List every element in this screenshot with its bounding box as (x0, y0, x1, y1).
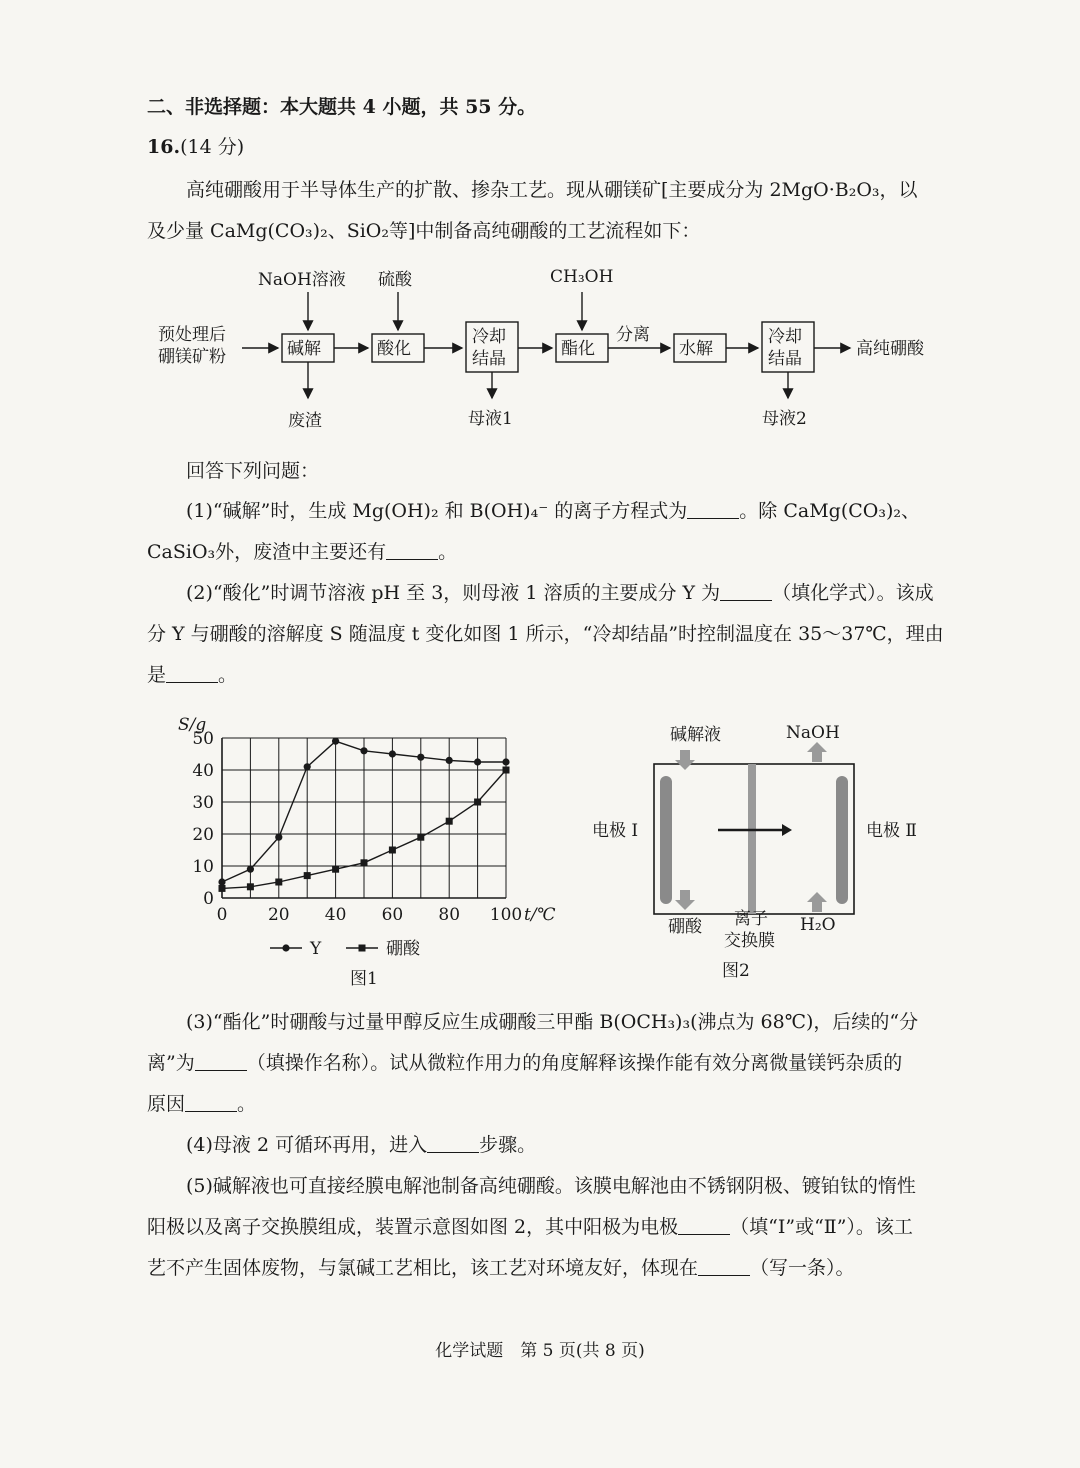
x-tick-label: 80 (438, 905, 461, 925)
answer-blank[interactable] (678, 1216, 730, 1235)
label-membrane-a: 离子 (734, 909, 768, 929)
x-axis-label: t/℃ (524, 905, 556, 925)
fig2-caption: 图2 (722, 961, 750, 981)
answer-blank[interactable] (687, 500, 739, 519)
y-tick-label: 30 (192, 793, 214, 813)
section-heading: 二、非选择题：本大题共 4 小题，共 55 分。 (147, 96, 537, 118)
data-point-y (247, 866, 254, 873)
data-point-boric-acid (332, 866, 339, 873)
electrode-1 (660, 776, 672, 904)
flow-box-lengque1-a: 冷却 (472, 327, 506, 347)
flow-box-lengque2-b: 结晶 (768, 349, 802, 369)
data-point-boric-acid (275, 879, 282, 886)
label-electrode-2: 电极 Ⅱ (866, 821, 917, 841)
q2-line-3 (147, 660, 947, 690)
answer-blank[interactable] (427, 1134, 479, 1153)
arrow-down-icon (675, 750, 695, 770)
q1-text-c: CaSiO₃外，废渣中主要还有 (147, 541, 387, 563)
legend-label-y: Y (310, 939, 322, 959)
answer-blank[interactable] (386, 541, 438, 560)
q2-line-1 (186, 578, 986, 608)
question-number (147, 132, 947, 162)
data-point-y (304, 763, 311, 770)
legend-marker-y (282, 944, 289, 951)
legend-label-boric: 硼酸 (386, 939, 420, 959)
answer-blank[interactable] (698, 1257, 750, 1276)
q5-text-c: 艺不产生固体废物，与氯碱工艺相比，该工艺对环境友好，体现在 (147, 1257, 699, 1279)
fig1-caption: 图1 (350, 969, 378, 988)
prompt-text: 回答下列问题： (186, 460, 320, 482)
flow-reagent-h2so4: 硫酸 (378, 270, 412, 290)
q5-text-b: （填“Ⅰ”或“Ⅱ”）。该工 (730, 1216, 913, 1238)
flow-reagent-naoh: NaOH溶液 (258, 270, 346, 290)
answer-blank[interactable] (166, 664, 218, 683)
x-tick-label: 0 (216, 905, 228, 925)
label-electrode-1: 电极 Ⅰ (592, 821, 639, 841)
y-tick-label: 40 (192, 761, 214, 781)
y-tick-label: 50 (192, 729, 214, 749)
q5-line-1: (5)碱解液也可直接经膜电解池制备高纯硼酸。该膜电解池由不锈钢阴极、镀铂钛的惰性 (186, 1175, 916, 1197)
y-tick-label: 10 (192, 857, 214, 877)
data-point-y (218, 878, 225, 885)
label-membrane-b: 交换膜 (724, 931, 775, 951)
flow-box-zhihua-label: 酯化 (561, 339, 595, 359)
arrow-up-icon (807, 742, 827, 762)
y-tick-label: 0 (203, 889, 214, 909)
q2-text-c: 是 (147, 664, 167, 686)
q1-text-a: (1)“碱解”时，生成 Mg(OH)₂ 和 B(OH)₄⁻ 的离子方程式为 (186, 500, 688, 522)
answer-blank[interactable] (185, 1093, 237, 1112)
x-tick-label: 40 (324, 905, 347, 925)
flow-out-feizha: 废渣 (288, 411, 322, 431)
arrow-down-icon (675, 890, 695, 910)
label-bottom-right: H₂O (800, 915, 836, 935)
data-point-y (446, 757, 453, 764)
q2-line-2: 分 Y 与硼酸的溶解度 S 随温度 t 变化如图 1 所示，“冷却结晶”时控制温度在 35～37℃，理由 (147, 623, 944, 645)
solubility-chart (170, 708, 590, 988)
q2-text-d: 。 (218, 664, 238, 686)
data-point-boric-acid (503, 767, 510, 774)
data-point-y (360, 747, 367, 754)
legend-marker-boric (359, 945, 366, 952)
page-footer: 化学试题 第 5 页(共 8 页) (435, 1341, 645, 1361)
flow-product: 高纯硼酸 (856, 339, 924, 359)
data-point-y (389, 750, 396, 757)
q5-text-a: 阳极以及离子交换膜组成，装置示意图如图 2，其中阳极为电极 (147, 1216, 679, 1238)
flow-box-shuijie-label: 水解 (679, 339, 713, 359)
q4-line (186, 1130, 986, 1160)
q1-text-d: 。 (438, 541, 458, 563)
x-tick-label: 100 (489, 905, 523, 925)
answer-blank[interactable] (195, 1052, 247, 1071)
data-point-boric-acid (304, 872, 311, 879)
data-point-y (275, 834, 282, 841)
electrode-2 (836, 776, 848, 904)
y-axis-label: S/g (178, 715, 207, 735)
q1-text-b: 。除 CaMg(CO₃)₂、 (739, 500, 920, 522)
intro-line-2: 及少量 CaMg(CO₃)₂、SiO₂等]中制备高纯硼酸的工艺流程如下： (147, 220, 701, 242)
y-tick-label: 20 (192, 825, 214, 845)
label-top-right: NaOH (786, 723, 840, 743)
data-point-y (502, 758, 509, 765)
flow-out-muye2: 母液2 (762, 409, 807, 429)
data-point-boric-acid (361, 859, 368, 866)
q4-text-a: (4)母液 2 可循环再用，进入 (186, 1134, 428, 1156)
flow-reagent-ch3oh: CH₃OH (550, 267, 614, 287)
ion-exchange-membrane (748, 764, 756, 914)
q3-text-b: （填操作名称）。试从微粒作用力的角度解释该操作能有效分离微量镁钙杂质的 (246, 1052, 903, 1074)
x-tick-label: 60 (381, 905, 404, 925)
data-point-y (417, 754, 424, 761)
q3-line-2 (147, 1048, 947, 1078)
q1-line-1 (186, 496, 986, 526)
label-top-left: 碱解液 (670, 725, 721, 745)
data-point-boric-acid (219, 885, 226, 892)
x-tick-label: 20 (267, 905, 290, 925)
q2-text-b: （填化学式）。该成 (772, 582, 934, 604)
flow-sep-label: 分离 (616, 325, 650, 345)
label-bottom-left: 硼酸 (668, 917, 702, 937)
data-point-y (332, 738, 339, 745)
data-point-boric-acid (446, 818, 453, 825)
q3-text-a: 离”为 (147, 1052, 195, 1074)
flow-box-jianjie-label: 碱解 (287, 339, 321, 359)
flow-out-muye1: 母液1 (468, 409, 513, 429)
arrow-up-icon (807, 892, 827, 912)
data-point-boric-acid (247, 883, 254, 890)
data-point-y (474, 758, 481, 765)
flow-box-lengque2-a: 冷却 (768, 327, 802, 347)
data-point-boric-acid (389, 847, 396, 854)
flow-box-suanhua-label: 酸化 (377, 339, 411, 359)
q1-line-2 (147, 537, 947, 567)
q2-text-a: (2)“酸化”时调节溶液 pH 至 3，则母液 1 溶质的主要成分 Y 为 (186, 582, 721, 604)
electrolysis-cell-diagram (590, 716, 930, 988)
answer-blank[interactable] (720, 582, 772, 601)
question-16-label: 16. (147, 136, 181, 158)
q5-line-3 (147, 1253, 947, 1283)
q3-line-3 (147, 1089, 947, 1119)
q5-line-2 (147, 1212, 947, 1242)
flow-box-lengque1-b: 结晶 (472, 349, 506, 369)
q5-text-d: （写一条）。 (750, 1257, 855, 1279)
flow-input-line2: 硼镁矿粉 (158, 347, 226, 367)
q4-text-b: 步骤。 (479, 1134, 537, 1156)
q3-text-d: 。 (237, 1093, 257, 1115)
process-flow-diagram (150, 260, 950, 440)
data-point-boric-acid (474, 799, 481, 806)
q3-line-1: (3)“酯化”时硼酸与过量甲醇反应生成硼酸三甲酯 B(OCH₃)₃(沸点为 68℃)，后续的“分 (186, 1011, 919, 1033)
intro-line-1: 高纯硼酸用于半导体生产的扩散、掺杂工艺。现从硼镁矿[主要成分为 2MgO·B₂O₃，以 (186, 179, 918, 201)
flow-input-line1: 预处理后 (158, 325, 226, 345)
data-point-boric-acid (417, 834, 424, 841)
q3-text-c: 原因 (147, 1093, 186, 1115)
question-points: (14 分) (180, 136, 245, 158)
